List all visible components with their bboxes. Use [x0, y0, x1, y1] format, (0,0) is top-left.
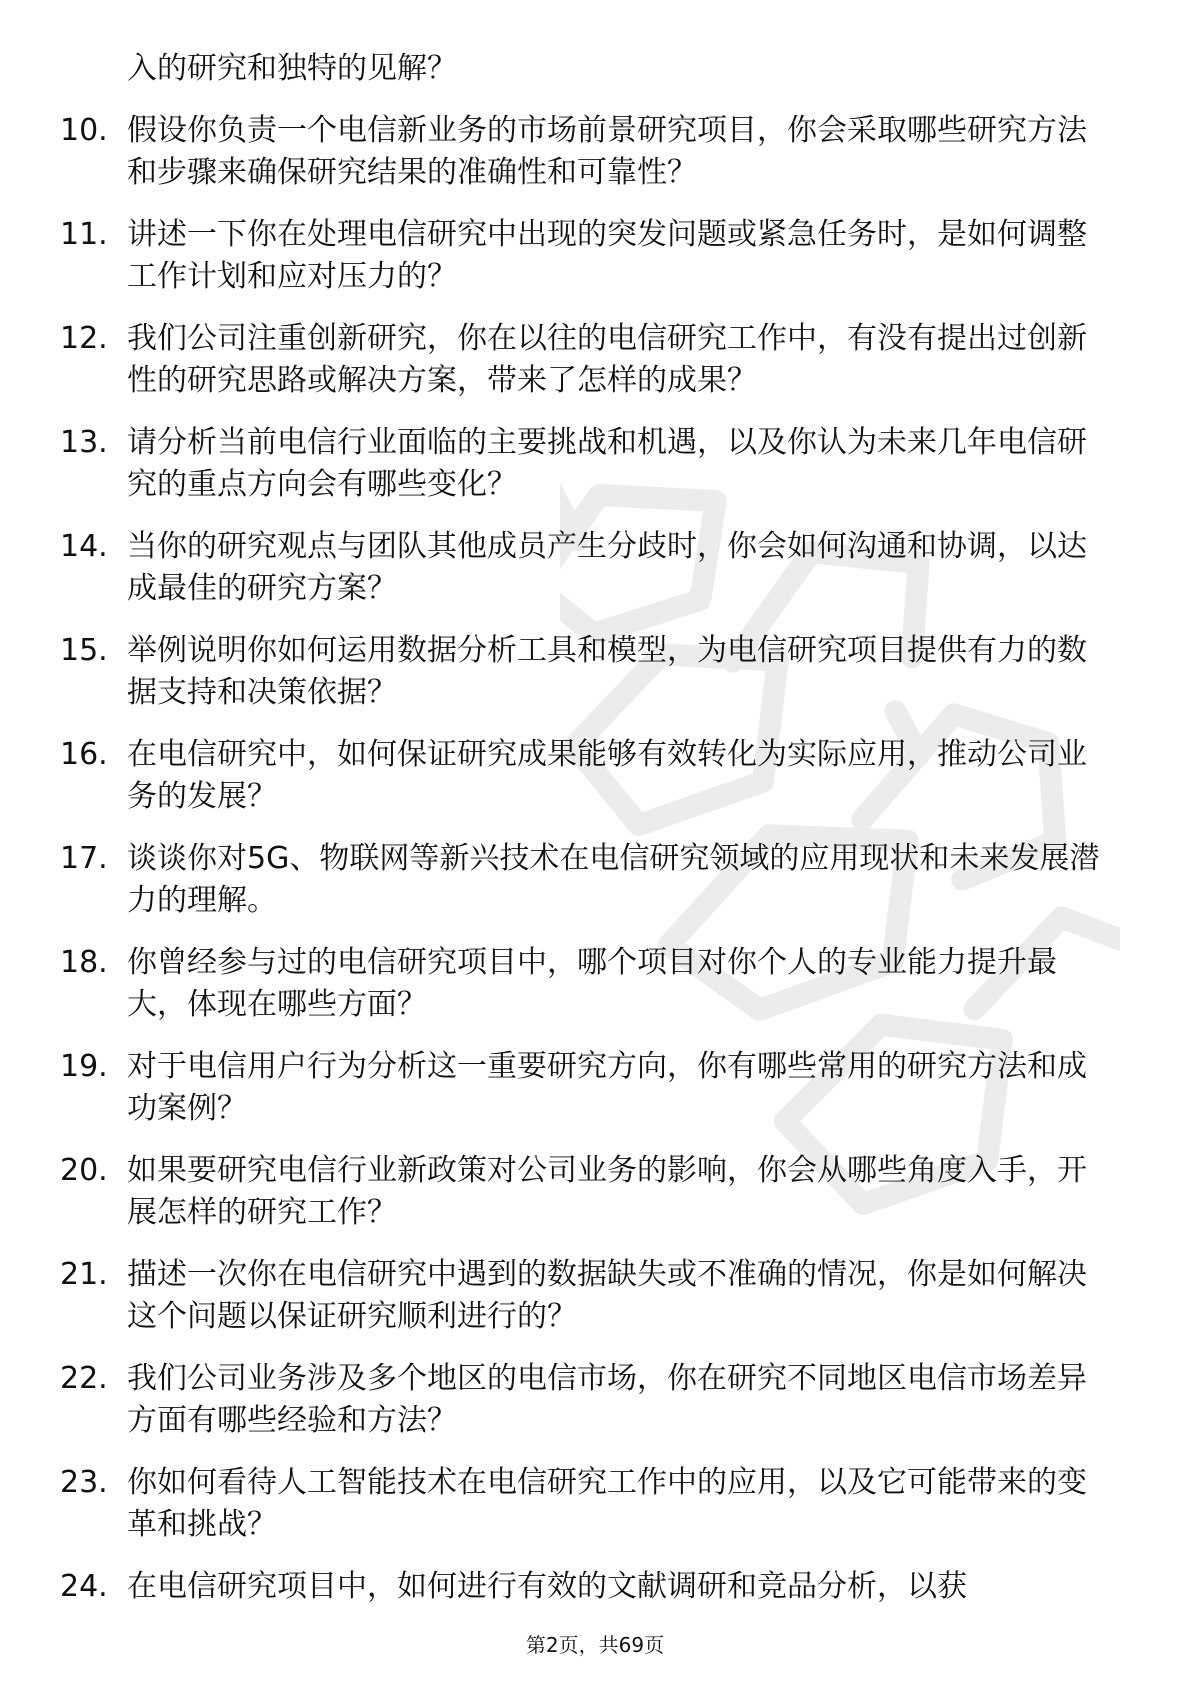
question-number: 19.: [60, 1049, 108, 1084]
question-number: 17.: [60, 841, 108, 876]
question-number: 14.: [60, 529, 108, 564]
question-text: 对于电信用户行为分析这一重要研究方向，你有哪些常用的研究方法和成功案例？: [127, 1049, 1087, 1126]
question-text: 当你的研究观点与团队其他成员产生分歧时，你会如何沟通和协调，以达成最佳的研究方案？: [127, 529, 1087, 606]
question-number: 12.: [60, 321, 108, 356]
question-item: [60, 1254, 1120, 1338]
question-text: 你如何看待人工智能技术在电信研究工作中的应用，以及它可能带来的变革和挑战？: [127, 1465, 1087, 1542]
question-number: 16.: [60, 737, 108, 772]
question-text: 我们公司注重创新研究，你在以往的电信研究工作中，有没有提出过创新性的研究思路或解决方案，带来了怎样的成果？: [127, 321, 1087, 398]
question-item: [60, 422, 1120, 506]
question-text: 请分析当前电信行业面临的主要挑战和机遇，以及你认为未来几年电信研究的重点方向会有哪些变化？: [127, 425, 1087, 502]
question-number: 24.: [60, 1569, 108, 1604]
question-number: 23.: [60, 1465, 108, 1500]
question-item: [60, 110, 1120, 194]
question-text: 如果要研究电信行业新政策对公司业务的影响，你会从哪些角度入手，开展怎样的研究工作？: [127, 1153, 1087, 1230]
question-list: [60, 48, 1120, 1628]
question-number: 15.: [60, 633, 108, 668]
question-text: 讲述一下你在处理电信研究中出现的突发问题或紧急任务时，是如何调整工作计划和应对压力的？: [127, 217, 1087, 294]
question-item: [60, 318, 1120, 402]
question-item: [60, 1462, 1120, 1546]
question-item: [60, 1046, 1120, 1130]
question-number: 22.: [60, 1361, 108, 1396]
question-number: 13.: [60, 425, 108, 460]
question-item: [60, 630, 1120, 714]
question-item: [60, 1566, 1120, 1608]
question-text: 谈谈你对5G、物联网等新兴技术在电信研究领域的应用现状和未来发展潜力的理解。: [127, 841, 1100, 918]
question-item: [60, 1358, 1120, 1442]
question-text: 我们公司业务涉及多个地区的电信市场，你在研究不同地区电信市场差异方面有哪些经验和方法？: [127, 1361, 1087, 1438]
continued-text: 入的研究和独特的见解？: [127, 51, 457, 86]
question-number: 18.: [60, 945, 108, 980]
question-text: 在电信研究中，如何保证研究成果能够有效转化为实际应用，推动公司业务的发展？: [127, 737, 1087, 814]
question-number: 10.: [60, 113, 108, 148]
question-text: 在电信研究项目中，如何进行有效的文献调研和竞品分析，以获: [127, 1569, 967, 1604]
question-text: 举例说明你如何运用数据分析工具和模型，为电信研究项目提供有力的数据支持和决策依据？: [127, 633, 1087, 710]
question-number: 21.: [60, 1257, 108, 1292]
question-text: 你曾经参与过的电信研究项目中，哪个项目对你个人的专业能力提升最大，体现在哪些方面？: [127, 945, 1057, 1022]
question-item: [60, 942, 1120, 1026]
question-item: [60, 734, 1120, 818]
question-number: 11.: [60, 217, 108, 252]
question-text: 描述一次你在电信研究中遇到的数据缺失或不准确的情况，你是如何解决这个问题以保证研究顺利进行的？: [127, 1257, 1087, 1334]
question-text: 假设你负责一个电信新业务的市场前景研究项目，你会采取哪些研究方法和步骤来确保研究结果的准确性和可靠性？: [127, 113, 1087, 190]
question-item: [60, 214, 1120, 298]
question-item: [60, 838, 1120, 922]
question-item: [60, 1150, 1120, 1234]
page-number: 第2页，共69页: [525, 1633, 665, 1657]
question-number: 20.: [60, 1153, 108, 1188]
question-item: [60, 526, 1120, 610]
